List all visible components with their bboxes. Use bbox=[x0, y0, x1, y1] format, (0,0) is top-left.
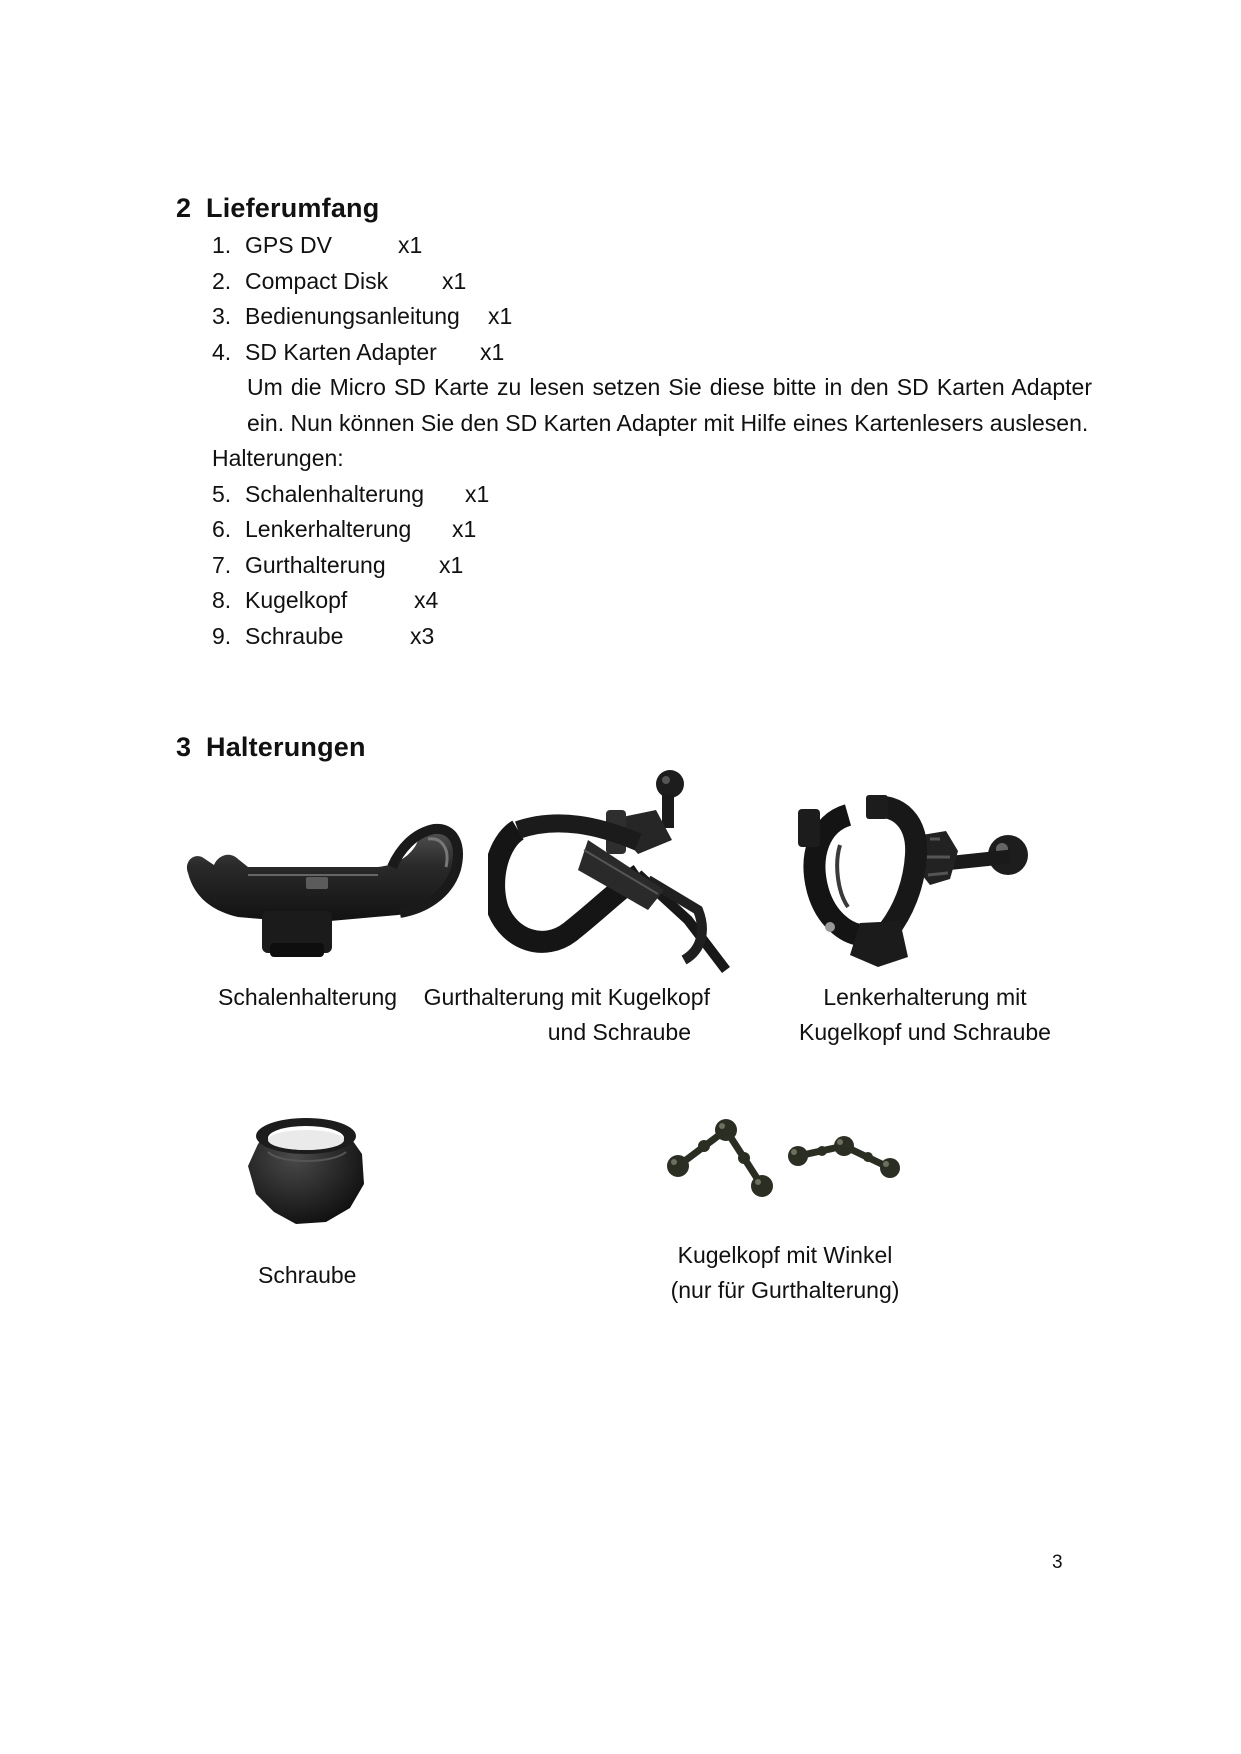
section-heading-halterungen bbox=[176, 732, 366, 763]
item-number: 7. bbox=[212, 551, 232, 578]
shell-mount-image bbox=[178, 815, 468, 965]
angle-ball-head-caption-line1: Kugelkopf mit Winkel bbox=[677, 1242, 893, 1268]
mounts-subheading: Halterungen: bbox=[212, 445, 344, 471]
shell-mount-caption: Schalenhalterung bbox=[218, 984, 398, 1010]
list-item bbox=[212, 299, 1092, 335]
item-quantity: x1 bbox=[442, 267, 467, 294]
item-name: SD Karten Adapter bbox=[245, 338, 437, 365]
item-quantity: x1 bbox=[398, 232, 423, 258]
section-number: 2 bbox=[176, 193, 192, 223]
item-name: Compact Disk bbox=[245, 267, 389, 294]
item-quantity: x1 bbox=[452, 516, 477, 542]
item-quantity: x3 bbox=[410, 622, 435, 649]
item-name: Kugelkopf bbox=[245, 587, 348, 613]
handlebar-mount-image bbox=[790, 795, 1030, 970]
item-name: Schalenhalterung bbox=[245, 480, 425, 507]
section-title: Lieferumfang bbox=[206, 193, 380, 223]
contents-list bbox=[212, 228, 1092, 654]
handlebar-mount-caption-line1: Lenkerhalterung mit bbox=[823, 984, 1027, 1010]
item-name: GPS DV bbox=[245, 232, 332, 258]
list-item bbox=[212, 548, 1092, 584]
item-number: 5. bbox=[212, 480, 232, 507]
section-heading-lieferumfang bbox=[176, 193, 379, 224]
item-number: 2. bbox=[212, 267, 232, 294]
item-number: 3. bbox=[212, 303, 232, 329]
belt-mount-image bbox=[488, 770, 738, 975]
list-item bbox=[212, 583, 1092, 619]
item-name: Schraube bbox=[245, 622, 344, 649]
item-quantity: x1 bbox=[465, 480, 490, 507]
list-item bbox=[212, 228, 1092, 264]
list-item bbox=[212, 477, 1092, 513]
item-number: 4. bbox=[212, 338, 232, 365]
section-title: Halterungen bbox=[206, 732, 366, 762]
list-item bbox=[212, 512, 1092, 548]
item-quantity: x1 bbox=[439, 551, 464, 578]
section-number: 3 bbox=[176, 732, 192, 762]
screw-image bbox=[240, 1108, 375, 1233]
item-quantity: x1 bbox=[488, 303, 513, 329]
list-item bbox=[212, 619, 1092, 655]
item-name: Gurthalterung bbox=[245, 551, 386, 578]
sd-adapter-note: Um die Micro SD Karte zu lesen setzen Sie diese bitte in den SD Karten Adapter ein. Nun können Sie den SD Karten Adapter mit Hilfe eines Kartenlesers auslesen. bbox=[247, 374, 1092, 436]
handlebar-mount-caption-line2: Kugelkopf und Schraube bbox=[799, 1019, 1051, 1045]
item-name: Lenkerhalterung bbox=[245, 516, 412, 542]
item-number: 9. bbox=[212, 622, 232, 649]
item-number: 1. bbox=[212, 232, 232, 258]
item-quantity: x1 bbox=[480, 338, 505, 365]
page-number: 3 bbox=[1052, 1552, 1063, 1573]
list-item bbox=[212, 264, 1092, 300]
screw-caption: Schraube bbox=[258, 1262, 357, 1288]
item-number: 6. bbox=[212, 516, 232, 542]
item-name: Bedienungsanleitung bbox=[245, 303, 460, 329]
list-item bbox=[212, 335, 1092, 371]
angle-ball-head-caption-line2: (nur für Gurthalterung) bbox=[670, 1277, 900, 1303]
angle-ball-heads-image bbox=[664, 1116, 904, 1206]
item-number: 8. bbox=[212, 587, 232, 613]
belt-mount-caption-line1: Gurthalterung mit Kugelkopf bbox=[423, 984, 710, 1010]
belt-mount-caption-line2: und Schraube bbox=[547, 1019, 691, 1045]
item-quantity: x4 bbox=[414, 587, 439, 613]
